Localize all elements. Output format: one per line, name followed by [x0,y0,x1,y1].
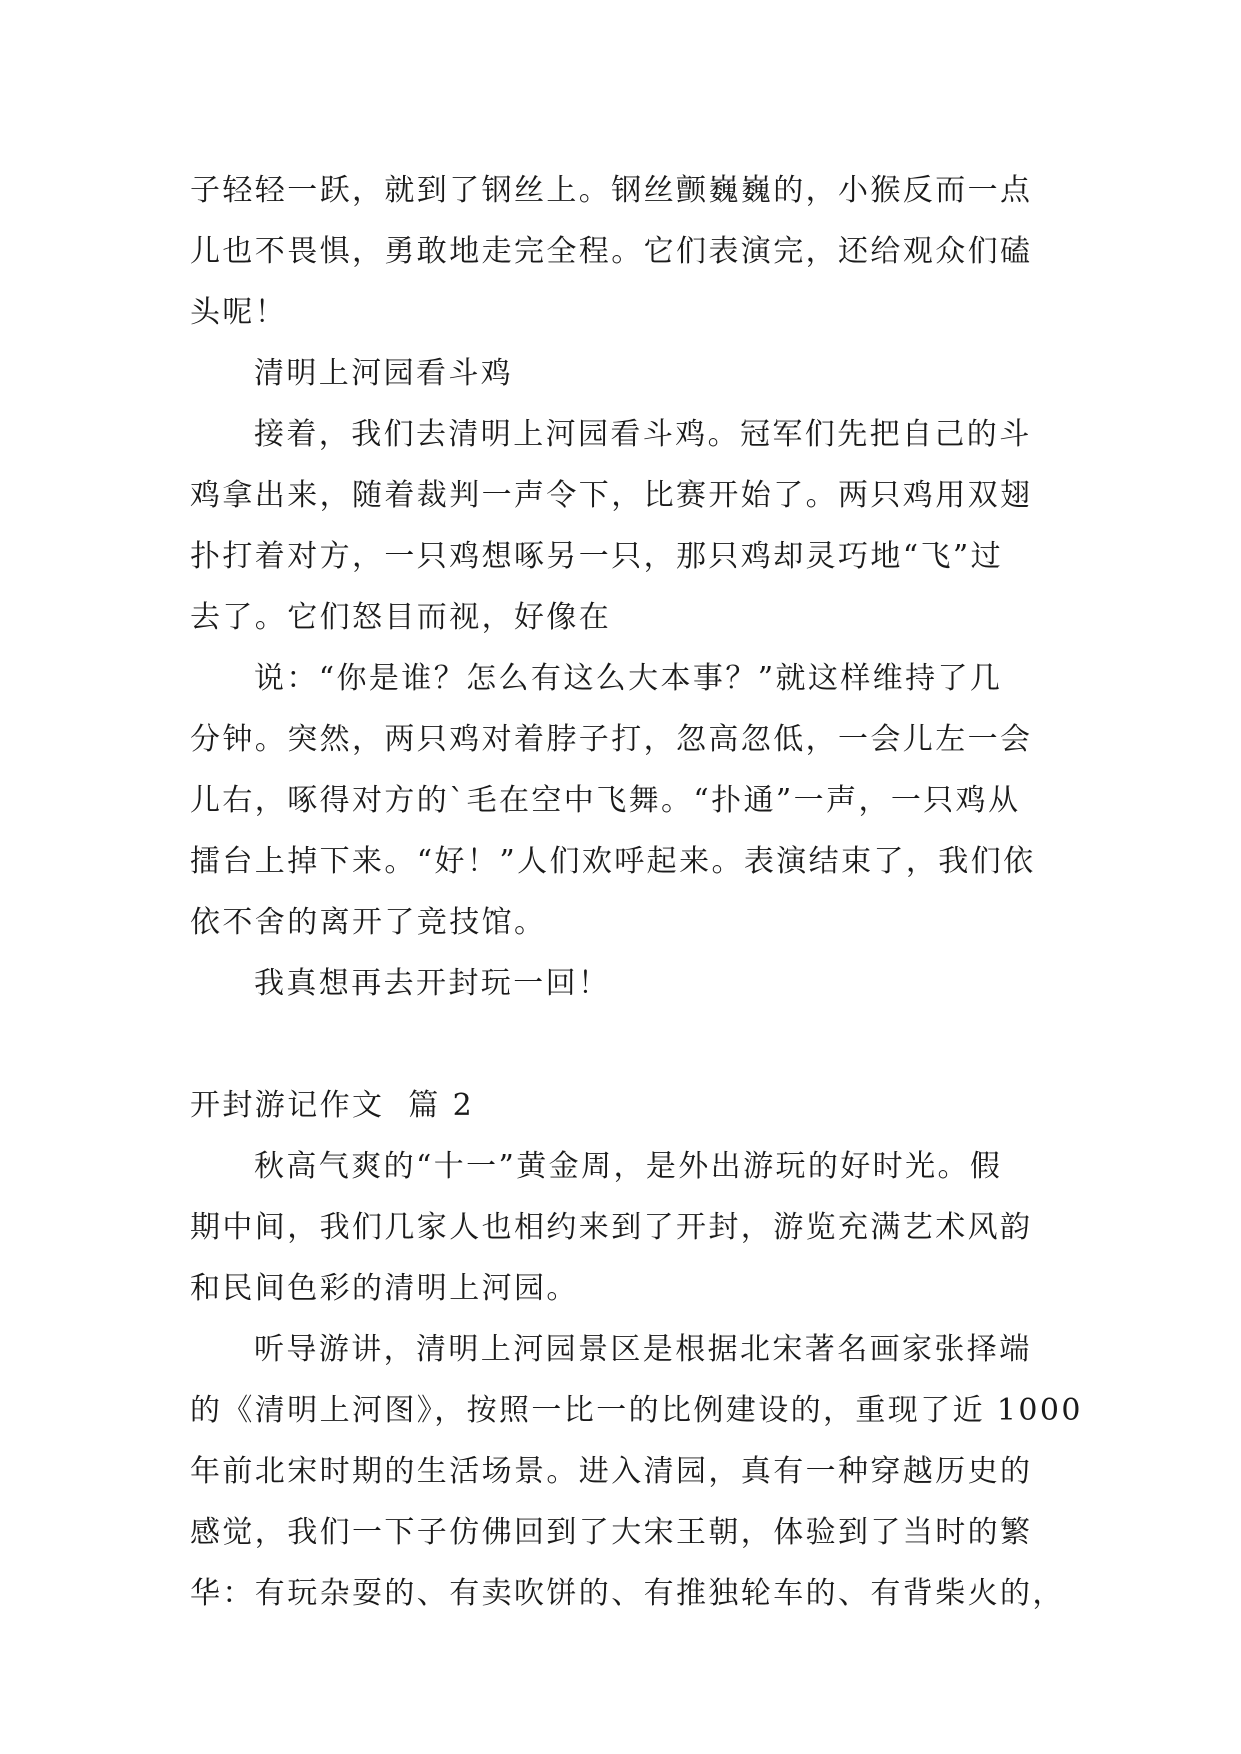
paragraph-golden-week [190,1136,1060,1319]
article-title: 开封游记作文 篇 2 [190,1088,475,1123]
paragraph-cockfight-intro [190,404,1060,648]
text-line: 子轻轻一跃，就到了钢丝上。钢丝颤巍巍的，小猴反而一点 [190,173,1033,208]
text-line: 分钟。突然，两只鸡对着脖子打，忽高忽低，一会儿左一会 [190,722,1033,757]
paragraph-closing: 我真想再去开封玩一回！ [254,966,611,1001]
text-line: 擂台上掉下来。“好！”人们欢呼起来。表演结束了，我们依 [190,844,1036,879]
text-line: 期中间，我们几家人也相约来到了开封，游览充满艺术风韵 [190,1210,1033,1245]
text-line: 和民间色彩的清明上河园。 [190,1271,579,1306]
text-line: 秋高气爽的“十一”黄金周，是外出游玩的好时光。假 [254,1149,1003,1184]
text-line: 年前北宋时期的生活场景。进入清园，真有一种穿越历史的 [190,1454,1033,1489]
text-line: 依不舍的离开了竞技馆。 [190,905,547,940]
text-line: 头呢！ [190,295,288,330]
section-subheading: 清明上河园看斗鸡 [254,356,514,391]
text-line: 的《清明上河图》，按照一比一的比例建设的，重现了近 1000 [190,1393,1083,1428]
paragraph-monkey-act [190,160,1060,343]
text-line: 儿右，啄得对方的`毛在空中飞舞。“扑通”一声，一只鸡从 [190,783,1021,818]
text-line: 华：有玩杂耍的、有卖吹饼的、有推独轮车的、有背柴火的， [190,1576,1065,1611]
paragraph-tour-guide [190,1319,1083,1624]
text-line: 说：“你是谁？怎么有这么大本事？”就这样维持了几 [254,661,1003,696]
blank-line [190,1014,1060,1075]
text-line: 鸡拿出来，随着裁判一声令下，比赛开始了。两只鸡用双翅 [190,478,1033,513]
paragraph-cockfight-detail [190,648,1060,953]
document-body [190,160,1083,1624]
text-line: 接着，我们去清明上河园看斗鸡。冠军们先把自己的斗 [254,417,1032,452]
text-line: 去了。它们怒目而视，好像在 [190,600,612,635]
text-line: 听导游讲，清明上河园景区是根据北宋著名画家张择端 [254,1332,1032,1367]
text-line: 扑打着对方，一只鸡想啄另一只，那只鸡却灵巧地“飞”过 [190,539,1004,574]
text-line: 儿也不畏惧，勇敢地走完全程。它们表演完，还给观众们磕 [190,234,1033,269]
text-line: 感觉，我们一下子仿佛回到了大宋王朝，体验到了当时的繁 [190,1515,1033,1550]
